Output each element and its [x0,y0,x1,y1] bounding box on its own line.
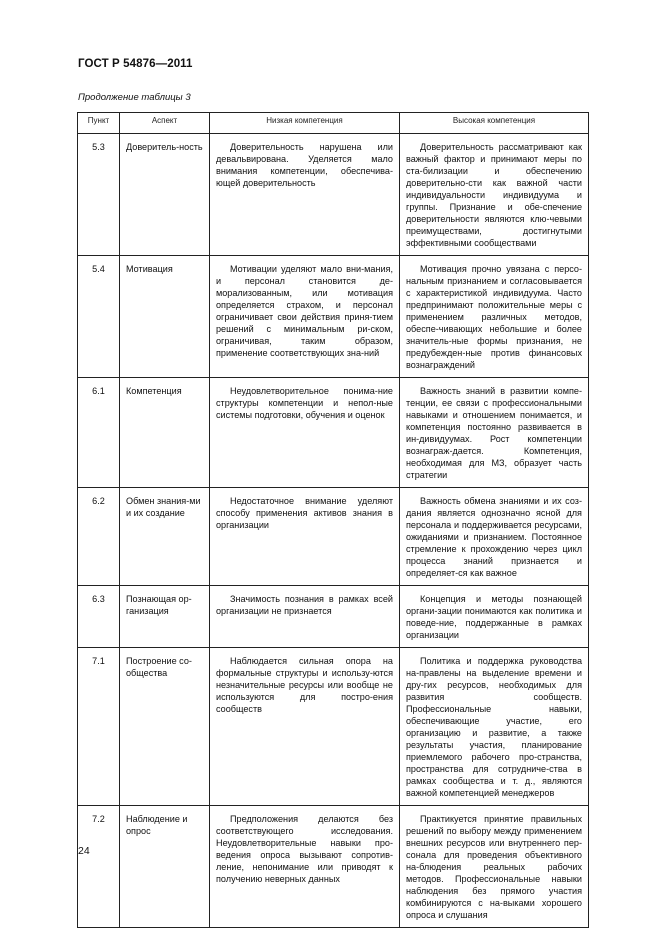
document-title: ГОСТ Р 54876—2011 [78,58,193,70]
row-aspect: Познающая ор-ганизация [120,586,210,648]
row-aspect: Наблюдение и опрос [120,806,210,928]
table-caption: Продолжение таблицы 3 [78,92,191,103]
row-high-competence: Концепция и методы познающей органи-зации понимаются как политика и поведе-ние, поддержанные в рамках организации [400,586,589,648]
row-aspect: Компетенция [120,378,210,488]
row-low-competence: Доверительность нарушена или девальвирована. Уделяется мало внимания компетенции, обеспечива-ющей доверительность [210,134,400,256]
row-high-competence: Политика и поддержка руководства на-правлены на выделение времени и дру-гих ресурсов, необходимых для развития сообществ. Профессиональные навыки, обеспечивающие участие, его организацию и развитие, а также результаты участия, планирование приемлемого рабочего про-странства, пространства для сотрудниче-ства в рамках сообщества и т. д., являются важной компетенцией менеджеров [400,648,589,806]
row-aspect: Мотивация [120,256,210,378]
page-number: 24 [78,845,90,857]
row-high-competence: Важность знаний в развитии компе-тенции, ее связи с профессиональными навыками и отношением понимается, и компетенция постоянно развивается в ин-дивидуумах. Рост компетенции вознаграж-дается. Компетенция, необходимая для МЗ, образует часть стратегии [400,378,589,488]
column-header-low: Низкая компетенция [210,113,400,134]
table-row [78,806,589,928]
row-low-competence: Наблюдается сильная опора на формальные структуры и использу-ются незначительные ресурсы или вообще не используются для постро-ения сообществ [210,648,400,806]
row-low-competence: Недостаточное внимание уделяют способу применения активов знания в организации [210,488,400,586]
row-num: 5.3 [78,134,120,256]
row-high-competence: Важность обмена знаниями и их соз-дания является однозначно ясной для персонала и поддерживается ресурсами, ожиданиями и признанием. Постоянное стремление к прохождению через цикл процесса знаний признается и определяет-ся как важное [400,488,589,586]
column-header-high: Высокая компетенция [400,113,589,134]
row-low-competence: Мотивации уделяют мало вни-мания, и персонал становится де-морализованным, или мотивация определяется страхом, и персонал ограничивает свои действия приня-тием решений с минимальным ри-ском, ограничивая, таким образом, применение соответствующих зна-ний [210,256,400,378]
table-row [78,648,589,806]
table-row [78,134,589,256]
row-high-competence: Практикуется принятие правильных решений по выбору между применением внешних ресурсов или внутреннего пер-сонала для проведения объективного на-блюдения реальных рабочих методов. Профессиональные навыки наблюдения без прямого участия комбинируются с на-выками хорошего опроса и слушания [400,806,589,928]
row-low-competence: Предположения делаются без соответствующего исследования. Неудовлетворительные навыки про-ведения опроса вызывают сопротив-ление, непонимание или приводят к получению неверных данных [210,806,400,928]
row-low-competence: Значимость познания в рамках всей организации не признается [210,586,400,648]
table-header [78,113,589,134]
row-low-competence: Неудовлетворительное понима-ние структуры компетенции и непол-ные системы подготовки, обучения и оценок [210,378,400,488]
column-header-aspect: Аспект [120,113,210,134]
row-aspect: Доверитель-ность [120,134,210,256]
row-aspect: Обмен знания-ми и их создание [120,488,210,586]
row-num: 5.4 [78,256,120,378]
table-row [78,586,589,648]
row-high-competence: Доверительность рассматривают как важный фактор и принимают меры по ста-билизации и обеспечению доверительно-сти как важной части индивидуальности индивидуума и группы. Признание и обе-спечение доверительности являются клю-чевыми преимуществами, достигнутыми эффективными сообществами [400,134,589,256]
column-header-num: Пункт [78,113,120,134]
row-high-competence: Мотивация прочно увязана с персо-нальным признанием и согласовывается с характеристикой индивидуума. Часто предпринимают положительные меры с применением различных методов, обеспе-чивающих небольшие и более значитель-ные формы признания, не предубежден-ные против финансовых вознаграждений [400,256,589,378]
table-row [78,378,589,488]
row-num: 6.2 [78,488,120,586]
row-num: 7.1 [78,648,120,806]
row-num: 7.2 [78,806,120,928]
row-num: 6.3 [78,586,120,648]
table-row [78,488,589,586]
competence-table [77,112,589,928]
row-num: 6.1 [78,378,120,488]
row-aspect: Построение со-общества [120,648,210,806]
table-row [78,256,589,378]
